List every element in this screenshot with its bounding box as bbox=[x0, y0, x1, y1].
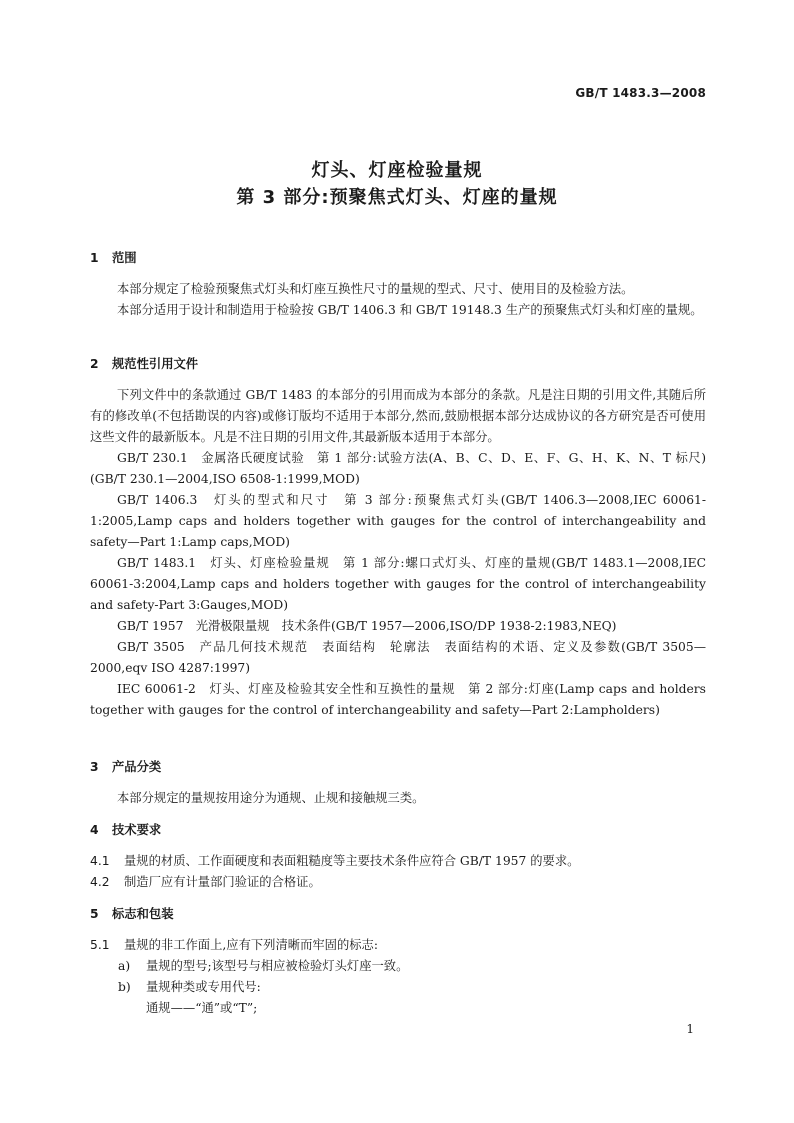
reference-item: GB/T 3505 产品几何技术规范 表面结构 轮廓法 表面结构的术语、定义及参数(GB/T 3505—2000,eqv ISO 4287:1997) bbox=[90, 640, 706, 675]
clause-number: 4.1 bbox=[90, 854, 110, 868]
list-item bbox=[90, 977, 706, 998]
section-title: 产品分类 bbox=[112, 760, 162, 774]
section-title: 技术要求 bbox=[112, 823, 162, 837]
paragraph: 本部分规定的量规按用途分为通规、止规和接触规三类。 bbox=[117, 791, 425, 805]
section-heading bbox=[90, 354, 706, 375]
clause-number: 4.2 bbox=[90, 875, 110, 889]
section-number: 3 bbox=[90, 760, 99, 774]
section-heading bbox=[90, 757, 706, 778]
section-title: 范围 bbox=[112, 251, 137, 265]
section-2 bbox=[90, 354, 706, 721]
clause-number: 5.1 bbox=[90, 938, 110, 952]
section-heading bbox=[90, 904, 706, 925]
list-text: 量规种类或专用代号: bbox=[146, 980, 261, 994]
paragraph: 下列文件中的条款通过 GB/T 1483 的本部分的引用而成为本部分的条款。凡是注日期的引用文件,其随后所有的修改单(不包括勘误的内容)或修订版均不适用于本部分,然而,鼓励根据本部分达成协议的各方研究是否可使用这些文件的最新版本。凡是不注日期的引用文件,其最新版本适用于本部分。 bbox=[90, 388, 706, 444]
section-number: 2 bbox=[90, 357, 99, 371]
section-number: 5 bbox=[90, 907, 99, 921]
clause-text: 量规的材质、工作面硬度和表面粗糙度等主要技术条件应符合 GB/T 1957 的要求。 bbox=[124, 854, 580, 868]
reference-item: IEC 60061-2 灯头、灯座及检验其安全性和互换性的量规 第 2 部分:灯座(Lamp caps and holders together with gauges for the control of interchangeability and safety—Part 2:Lampholders) bbox=[90, 682, 706, 717]
paragraph: 本部分规定了检验预聚焦式灯头和灯座互换性尺寸的量规的型式、尺寸、使用目的及检验方法。 bbox=[117, 282, 634, 296]
clause bbox=[90, 935, 706, 956]
reference-item: GB/T 1483.1 灯头、灯座检验量规 第 1 部分:螺口式灯头、灯座的量规(GB/T 1483.1—2008,IEC 60061-3:2004,Lamp caps and holders together with gauges for the control of interchangeability and safety-Part 3:Gauges,MOD) bbox=[90, 556, 706, 612]
list-text: 量规的型号;该型号与相应被检验灯头灯座一致。 bbox=[146, 959, 409, 973]
section-title: 标志和包装 bbox=[112, 907, 174, 921]
section-5 bbox=[90, 904, 706, 1019]
section-title: 规范性引用文件 bbox=[112, 357, 199, 371]
document-title-line2: 第 3 部分:预聚焦式灯头、灯座的量规 bbox=[236, 187, 558, 208]
document-title-line1: 灯头、灯座检验量规 bbox=[311, 160, 483, 181]
section-1 bbox=[90, 248, 706, 321]
section-heading bbox=[90, 820, 706, 841]
list-label: b) bbox=[118, 980, 131, 994]
section-number: 4 bbox=[90, 823, 99, 837]
section-heading bbox=[90, 248, 706, 269]
list-item bbox=[90, 956, 706, 977]
standard-number: GB/T 1483.3—2008 bbox=[575, 86, 706, 100]
reference-item: GB/T 230.1 金属洛氏硬度试验 第 1 部分:试验方法(A、B、C、D、E、F、G、H、K、N、T 标尺)(GB/T 230.1—2004,ISO 6508-1:1999,MOD) bbox=[90, 451, 706, 486]
clause bbox=[90, 851, 706, 872]
paragraph: 本部分适用于设计和制造用于检验按 GB/T 1406.3 和 GB/T 19148.3 生产的预聚焦式灯头和灯座的量规。 bbox=[117, 303, 703, 317]
reference-item: GB/T 1957 光滑极限量规 技术条件(GB/T 1957—2006,ISO/DP 1938-2:1983,NEQ) bbox=[117, 619, 617, 633]
section-3 bbox=[90, 757, 706, 809]
clause bbox=[90, 872, 706, 893]
list-label: a) bbox=[118, 959, 131, 973]
section-number: 1 bbox=[90, 251, 99, 265]
page-number: 1 bbox=[686, 1022, 694, 1036]
clause-text: 制造厂应有计量部门验证的合格证。 bbox=[124, 875, 321, 889]
clause-text: 量规的非工作面上,应有下列清晰而牢固的标志: bbox=[124, 938, 378, 952]
section-4 bbox=[90, 820, 706, 893]
list-subitem: 通规——“通”或“T”; bbox=[146, 1001, 258, 1015]
reference-item: GB/T 1406.3 灯头的型式和尺寸 第 3 部分:预聚焦式灯头(GB/T 1406.3—2008,IEC 60061-1:2005,Lamp caps and holders together with gauges for the control of interchangeability and safety—Part 1:Lamp caps,MOD) bbox=[90, 493, 706, 549]
